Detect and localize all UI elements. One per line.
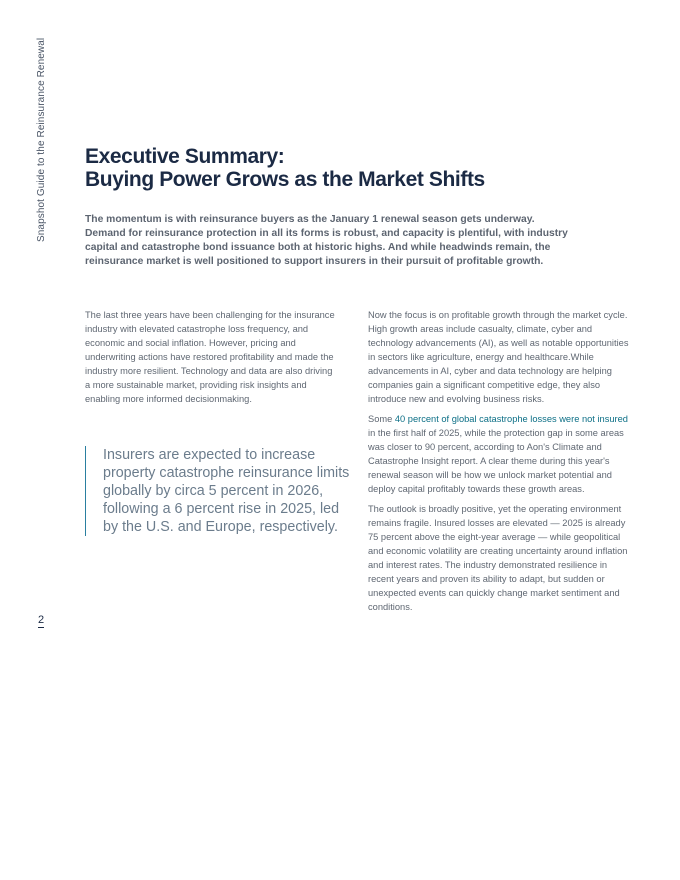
left-column [85, 308, 339, 412]
right-column [368, 308, 630, 620]
page-title-line-2: Buying Power Grows as the Market Shifts [85, 168, 485, 191]
page-title [85, 145, 485, 191]
pull-quote: Insurers are expected to increase property catastrophe reinsurance limits globally by circa 5 percent in 2026, following a 6 percent rise in 2025, led by the U.S. and Europe, respectively. [85, 446, 351, 536]
paragraph-text: in the first half of 2025, while the protection gap in some areas was closer to 90 percent, according to Aon's Climate and Catastrophe Insight report. A clear theme during this year's renewal season will be how we unlock market potential and deploy capital profitably towards these growth areas. [368, 428, 624, 494]
document-running-title: Snapshot Guide to the Reinsurance Renewal [36, 37, 47, 242]
left-column-paragraph: The last three years have been challenging for the insurance industry with elevated catastrophe loss frequency, and economic and social inflation. However, pricing and underwriting actions have restored profitability and made the industry more resilient. Technology and data are also driving a more sustainable market, providing risk insights and enabling more informed decisionmaking. [85, 310, 335, 404]
lead-paragraph: The momentum is with reinsurance buyers as the January 1 renewal season gets underway. Demand for reinsurance protection in all its forms is robust, and capacity is plentiful, with industry capital and catastrophe bond issuance both at historic highs. And while headwinds remain, the reinsurance market is well positioned to support insurers in their pursuit of profitable growth. [85, 214, 568, 267]
right-column-paragraph-2 [368, 412, 630, 496]
right-column-paragraph-1: Now the focus is on profitable growth through the market cycle. High growth areas include casualty, climate, cyber and technology advancements (AI), as well as notable opportunities in sectors like agriculture, energy and healthcare.While advancements in AI, cyber and data technology are helping companies gain a significant competitive edge, they also introduce new and evolving business risks. [368, 310, 629, 404]
page-number: 2 [38, 614, 45, 626]
page-title-line-1: Executive Summary: [85, 145, 285, 168]
paragraph-text: Some [368, 414, 395, 424]
highlighted-statistic-link[interactable]: 40 percent of global catastrophe losses were not insured [394, 414, 628, 424]
right-column-paragraph-3: The outlook is broadly positive, yet the operating environment remains fragile. Insured losses are elevated — 2025 is already 75 percent above the eight-year average — while geopolitical and economic volatility are creating uncertainty around inflation and interest rates. The industry demonstrated resilience in recent years and proven its ability to adapt, but sudden or unexpected events can quickly change market sentiment and conditions. [368, 504, 628, 612]
